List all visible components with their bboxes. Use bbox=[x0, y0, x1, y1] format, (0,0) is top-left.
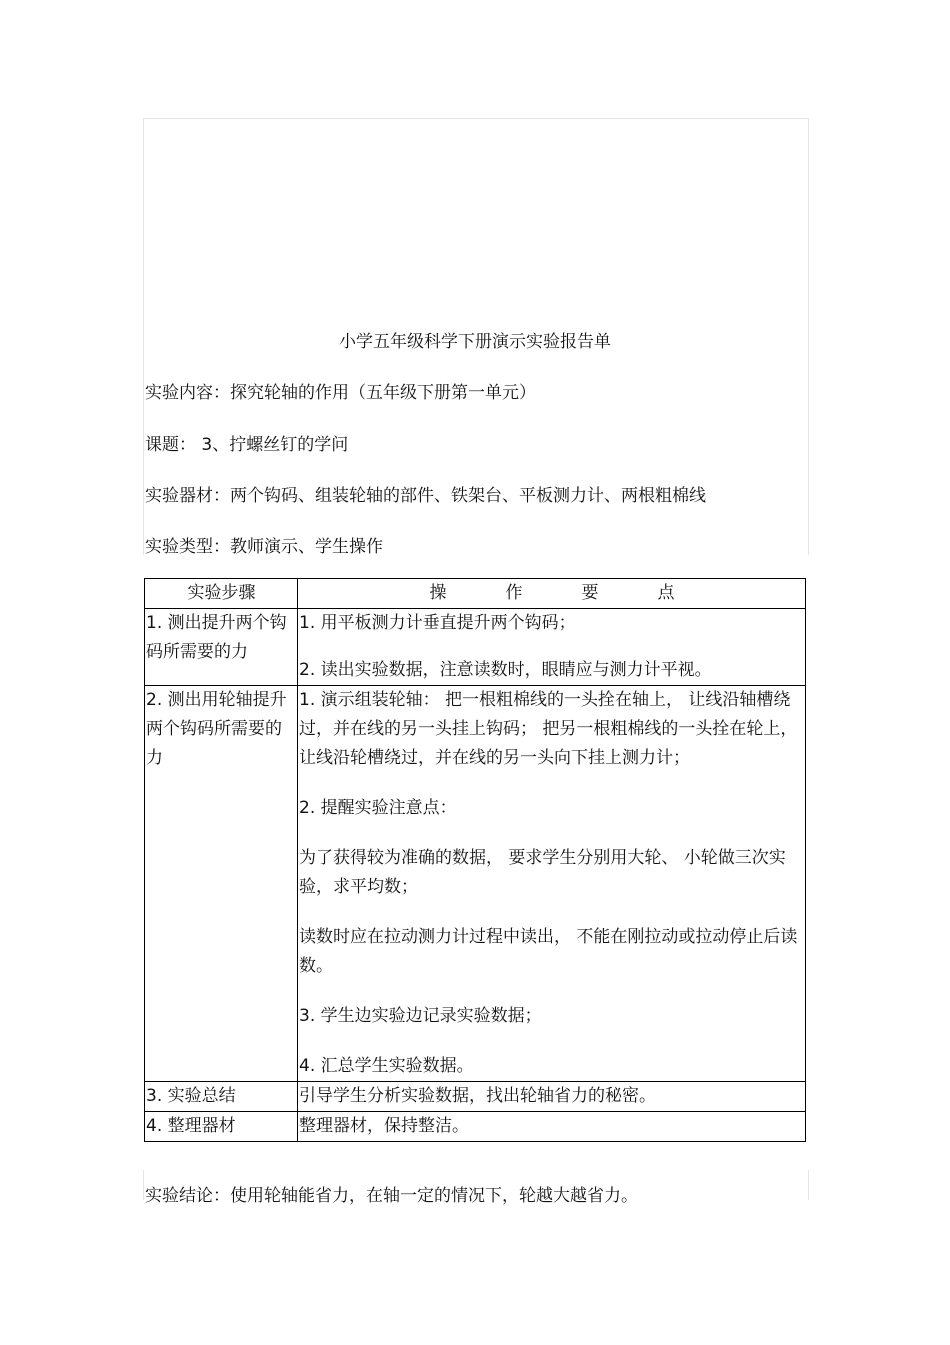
point-text: 2. 读出实验数据，注意读数时，眼睛应与测力计平视。 bbox=[299, 660, 712, 680]
point-text: 3. 学生边实验边记录实验数据； bbox=[299, 1006, 542, 1026]
points-cell: 整理器材，保持整洁。 bbox=[298, 1112, 806, 1142]
header-point-char: 点 bbox=[657, 583, 675, 603]
point-text: 4. 汇总学生实验数据。 bbox=[299, 1056, 474, 1076]
table-row bbox=[145, 1082, 806, 1112]
header-point-char: 作 bbox=[505, 583, 523, 603]
info-topic: 课题： 3、拧螺丝钉的学问 bbox=[145, 435, 349, 455]
point-text: 2. 提醒实验注意点： bbox=[299, 798, 457, 818]
info-materials: 实验器材：两个钩码、组装轮轴的部件、铁架台、平板测力计、两根粗棉线 bbox=[145, 486, 706, 506]
header-point-char: 操 bbox=[429, 583, 447, 603]
page-title: 小学五年级科学下册演示实验报告单 bbox=[339, 332, 611, 352]
header-step: 实验步骤 bbox=[145, 579, 298, 609]
conclusion: 实验结论：使用轮轴能省力，在轴一定的情况下，轮越大越省力。 bbox=[145, 1186, 638, 1206]
points-cell bbox=[298, 609, 806, 686]
table-row bbox=[145, 1112, 806, 1142]
step-cell: 4. 整理器材 bbox=[145, 1112, 298, 1142]
table-row bbox=[145, 609, 806, 686]
header-point-char: 要 bbox=[581, 583, 599, 603]
point-text: 为了获得较为准确的数据， 要求学生分别用大轮、 小轮做三次实验，求平均数； bbox=[299, 848, 786, 897]
point-text: 1. 用平板测力计垂直提升两个钩码； bbox=[299, 613, 576, 633]
steps-table bbox=[144, 578, 806, 1142]
points-cell bbox=[298, 686, 806, 1082]
point-text: 1. 演示组装轮轴： 把一根粗棉线的一头拴在轴上， 让线沿轴槽绕过，并在线的另一头挂上钩码； 把另一根粗棉线的一头拴在轮上，让线沿轮槽绕过，并在线的另一头向下挂上测力计； bbox=[299, 690, 798, 768]
step-cell: 3. 实验总结 bbox=[145, 1082, 298, 1112]
step-cell: 2. 测出用轮轴提升两个钩码所需要的力 bbox=[145, 686, 298, 1082]
table-row bbox=[145, 686, 806, 1082]
info-content: 实验内容：探究轮轴的作用（五年级下册第一单元） bbox=[145, 383, 536, 403]
table-header-row bbox=[145, 579, 806, 609]
step-cell: 1. 测出提升两个钩码所需要的力 bbox=[145, 609, 298, 686]
info-type: 实验类型：教师演示、学生操作 bbox=[145, 537, 383, 557]
points-cell: 引导学生分析实验数据，找出轮轴省力的秘密。 bbox=[298, 1082, 806, 1112]
header-points bbox=[298, 579, 806, 609]
point-text: 读数时应在拉动测力计过程中读出， 不能在刚拉动或拉动停止后读数。 bbox=[299, 927, 798, 976]
